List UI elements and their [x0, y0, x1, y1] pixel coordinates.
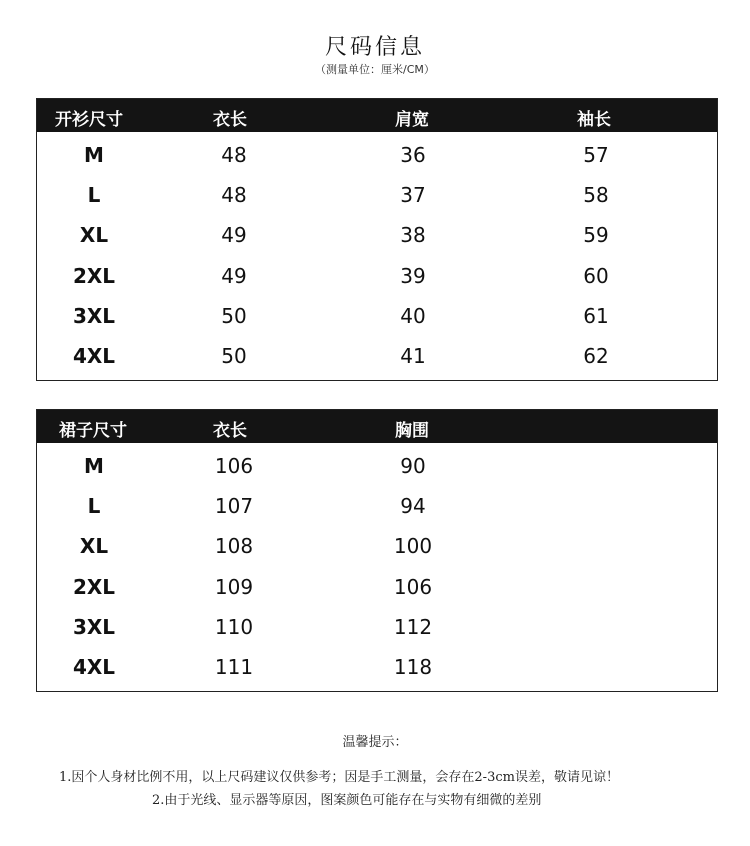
- length-cell: 50: [221, 343, 247, 368]
- length-cell: 107: [214, 494, 254, 519]
- bust-cell: 118: [393, 654, 433, 679]
- bust-cell: 112: [393, 614, 433, 639]
- bust-cell: 106: [393, 574, 433, 599]
- length-cell: 49: [221, 223, 247, 248]
- size-cell: 3XL: [72, 614, 116, 639]
- column-header-shoulder: 肩宽: [395, 110, 429, 130]
- size-cell: M: [84, 454, 104, 478]
- shoulder-cell: 41: [400, 343, 426, 368]
- length-cell: 109: [214, 574, 254, 599]
- table-row: [37, 568, 717, 608]
- shoulder-cell: 39: [400, 263, 426, 288]
- size-cell: XL: [79, 534, 109, 559]
- table-row: [37, 216, 717, 256]
- size-cell: 4XL: [72, 654, 116, 679]
- note-item: 2.由于光线、显示器等原因，图案颜色可能存在与实物有细微的差别: [152, 793, 542, 808]
- column-header-bust: 胸围: [395, 421, 429, 441]
- table-row: [37, 297, 717, 337]
- table-header: [37, 99, 717, 132]
- table-header: [37, 410, 717, 443]
- shoulder-cell: 38: [400, 223, 426, 248]
- bust-cell: 90: [400, 454, 426, 478]
- length-cell: 48: [221, 183, 247, 208]
- sleeve-cell: 60: [583, 263, 609, 288]
- size-cell: L: [87, 183, 101, 208]
- bust-cell: 100: [393, 534, 433, 559]
- skirt-size-table: [36, 409, 718, 692]
- page-title: 尺码信息: [324, 35, 425, 60]
- size-cell: XL: [79, 223, 109, 248]
- sleeve-cell: 61: [583, 303, 609, 328]
- length-cell: 50: [221, 303, 247, 328]
- sleeve-cell: 62: [583, 343, 609, 368]
- table-row: [37, 648, 717, 688]
- column-header-size: 裙子尺寸: [59, 421, 127, 441]
- table-row: [37, 447, 717, 487]
- table-row: [37, 176, 717, 216]
- length-cell: 49: [221, 263, 247, 288]
- measurement-unit-note: （测量单位：厘米/CM）: [315, 63, 435, 76]
- size-cell: 2XL: [72, 263, 116, 288]
- notes-title: 温馨提示：: [342, 735, 408, 750]
- table-row: [37, 136, 717, 176]
- size-cell: 4XL: [72, 343, 116, 368]
- table-row: [37, 337, 717, 377]
- shoulder-cell: 40: [400, 303, 426, 328]
- column-header-length: 衣长: [213, 110, 247, 130]
- cardigan-size-table: [36, 98, 718, 381]
- length-cell: 48: [221, 143, 247, 167]
- length-cell: 106: [214, 454, 254, 478]
- sleeve-cell: 59: [583, 223, 609, 248]
- size-cell: M: [84, 143, 104, 167]
- table-row: [37, 527, 717, 567]
- size-cell: L: [87, 494, 101, 519]
- column-header-size: 开衫尺寸: [55, 110, 123, 130]
- column-header-length: 衣长: [213, 421, 247, 441]
- sleeve-cell: 57: [583, 143, 609, 167]
- table-row: [37, 608, 717, 648]
- length-cell: 110: [214, 614, 254, 639]
- bust-cell: 94: [400, 494, 426, 519]
- size-cell: 2XL: [72, 574, 116, 599]
- shoulder-cell: 37: [400, 183, 426, 208]
- table-row: [37, 257, 717, 297]
- length-cell: 108: [214, 534, 254, 559]
- column-header-sleeve: 袖长: [577, 110, 611, 130]
- shoulder-cell: 36: [400, 143, 426, 167]
- note-item: 1.因个人身材比例不用，以上尺码建议仅供参考；因是手工测量，会存在2-3cm误差，敬请见谅！: [59, 770, 619, 785]
- length-cell: 111: [214, 654, 254, 679]
- sleeve-cell: 58: [583, 183, 609, 208]
- table-row: [37, 487, 717, 527]
- size-cell: 3XL: [72, 303, 116, 328]
